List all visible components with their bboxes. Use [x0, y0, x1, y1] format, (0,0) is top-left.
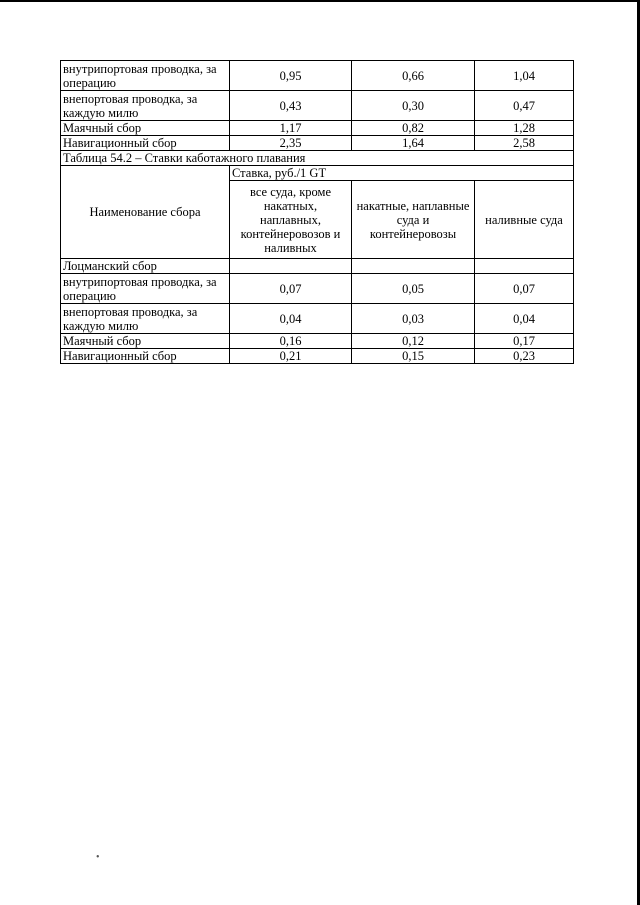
rate-cell: 0,30: [352, 91, 475, 121]
rate-cell: 0,23: [475, 349, 574, 364]
rate-cell: 0,07: [230, 274, 352, 304]
fee-name-cell: внепортовая проводка, за каждую милю: [61, 91, 230, 121]
rate-cell: 0,05: [352, 274, 475, 304]
table-caption: Таблица 54.2 – Ставки каботажного плавания: [61, 151, 574, 166]
rate-cell: 1,28: [475, 121, 574, 136]
header-rate-label: Ставка, руб./1 GT: [230, 166, 574, 181]
rate-cell: 0,21: [230, 349, 352, 364]
scan-artifact: •: [96, 852, 100, 863]
section-label: Лоцманский сбор: [61, 259, 230, 274]
header-col-tankers: наливные суда: [475, 181, 574, 259]
empty-cell: [475, 259, 574, 274]
header-fee-name: Наименование сбора: [61, 166, 230, 259]
rate-cell: 0,07: [475, 274, 574, 304]
table-row: [61, 274, 574, 304]
rate-cell: 0,95: [230, 61, 352, 91]
rate-cell: 1,17: [230, 121, 352, 136]
fee-name-cell: внутрипортовая проводка, за операцию: [61, 61, 230, 91]
fee-name-cell: Маячный сбор: [61, 334, 230, 349]
rate-cell: 0,12: [352, 334, 475, 349]
rate-cell: 0,04: [475, 304, 574, 334]
fee-name-cell: Навигационный сбор: [61, 349, 230, 364]
rate-cell: 0,43: [230, 91, 352, 121]
header-row: [61, 166, 574, 181]
table-row: [61, 91, 574, 121]
section-row: [61, 259, 574, 274]
table-row: [61, 121, 574, 136]
fee-name-cell: внутрипортовая проводка, за операцию: [61, 274, 230, 304]
rate-cell: 0,04: [230, 304, 352, 334]
rate-cell: 0,66: [352, 61, 475, 91]
header-col-general: все суда, кроме накатных, наплавных, контейнеровозов и наливных: [230, 181, 352, 259]
fee-name-cell: Навигационный сбор: [61, 136, 230, 151]
rate-cell: 0,16: [230, 334, 352, 349]
rate-cell: 0,17: [475, 334, 574, 349]
rates-table: [60, 60, 574, 364]
table-row: [61, 136, 574, 151]
empty-cell: [352, 259, 475, 274]
table-row: [61, 334, 574, 349]
fee-name-cell: внепортовая проводка, за каждую милю: [61, 304, 230, 334]
table-caption-row: [61, 151, 574, 166]
rate-cell: 0,82: [352, 121, 475, 136]
table-row: [61, 304, 574, 334]
rate-cell: 1,64: [352, 136, 475, 151]
rate-cell: 2,35: [230, 136, 352, 151]
table-row: [61, 349, 574, 364]
rate-cell: 2,58: [475, 136, 574, 151]
rate-cell: 0,47: [475, 91, 574, 121]
empty-cell: [230, 259, 352, 274]
rate-cell: 1,04: [475, 61, 574, 91]
page-top-edge: [0, 0, 640, 2]
rate-cell: 0,15: [352, 349, 475, 364]
header-col-roro: накатные, наплавные суда и контейнеровозы: [352, 181, 475, 259]
rate-cell: 0,03: [352, 304, 475, 334]
fee-name-cell: Маячный сбор: [61, 121, 230, 136]
table-row: [61, 61, 574, 91]
